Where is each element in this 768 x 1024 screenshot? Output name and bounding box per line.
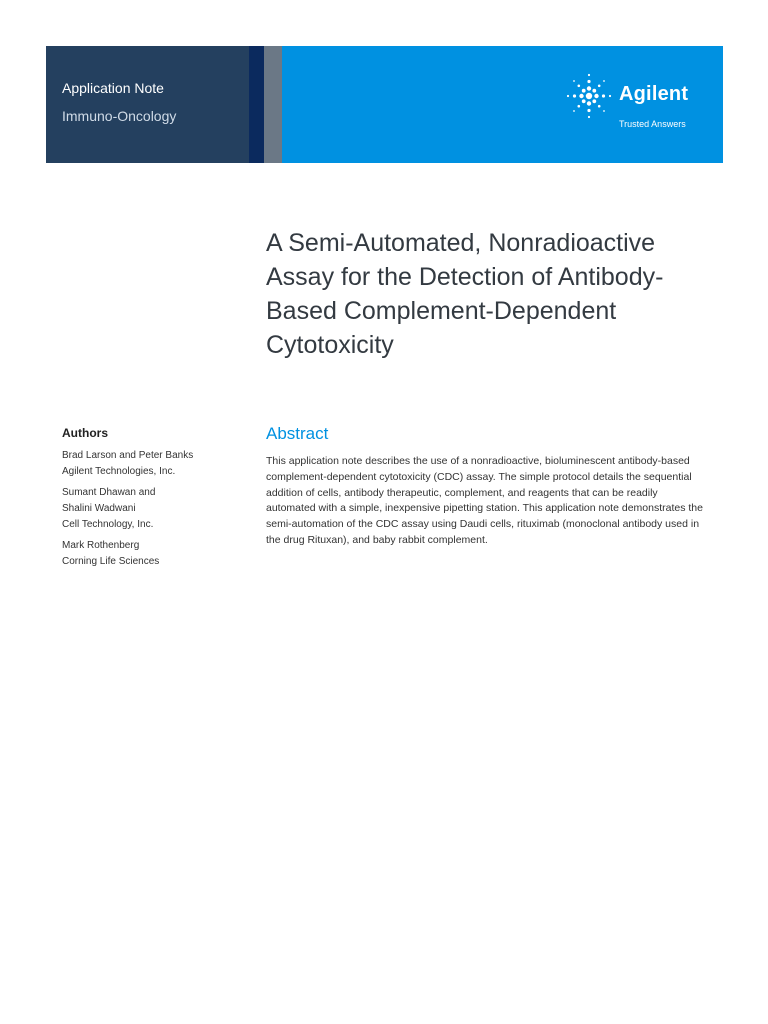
logo-brand-name: Agilent [619, 83, 689, 105]
author-affiliation: Cell Technology, Inc. [62, 519, 154, 530]
author-affiliation: Agilent Technologies, Inc. [62, 466, 176, 477]
banner-logo-panel [282, 46, 723, 163]
author-names: Sumant Dhawan and [62, 487, 156, 498]
author-group [62, 485, 242, 533]
author-names: Brad Larson and Peter Banks [62, 450, 194, 461]
agilent-spark-icon [564, 70, 614, 122]
abstract-heading: Abstract [266, 424, 329, 443]
banner-label-panel [46, 46, 249, 163]
logo-tagline: Trusted Answers [619, 119, 686, 129]
header-banner [46, 46, 723, 163]
banner-stripe-navy [249, 46, 264, 163]
author-names: Shalini Wadwani [62, 503, 136, 514]
author-group [62, 448, 242, 480]
author-names: Mark Rothenberg [62, 540, 140, 551]
document-type: Application Note [62, 80, 164, 96]
authors-section [62, 426, 242, 575]
document-title: A Semi-Automated, Nonradioactive Assay for the Detection of Antibody-Based Complement-Dependent Cytotoxicity [266, 229, 664, 359]
author-affiliation: Corning Life Sciences [62, 556, 160, 567]
abstract-body: This application note describes the use of a nonradioactive, bioluminescent antibody-based complement-dependent cytotoxicity (CDC) assay. The simple protocol details the sequential addition of cells, antibody therapeutic, complement, and reagents that can be readily automated with a simple, inexpensive pipetting station. This application note demonstrates the semi-automation of the CDC assay using Daudi cells, rituximab (monoclonal antibody used in the drug Rituxan), and baby rabbit complement. [266, 455, 703, 546]
abstract-section [266, 424, 706, 549]
document-topic: Immuno-Oncology [62, 108, 177, 124]
authors-heading: Authors [62, 426, 108, 440]
author-group [62, 538, 242, 570]
banner-stripe-gray [264, 46, 282, 163]
agilent-logo [564, 70, 689, 130]
